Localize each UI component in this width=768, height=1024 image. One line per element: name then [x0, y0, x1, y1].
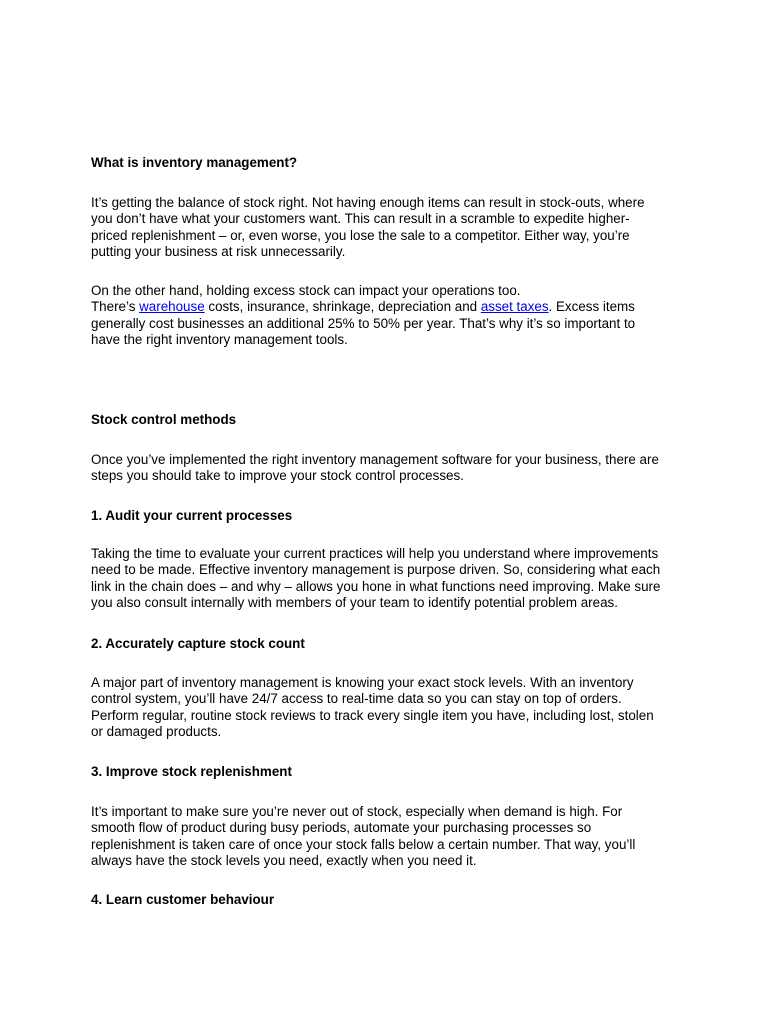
text-line: On the other hand, holding excess stock can impact your operations too.: [91, 283, 521, 298]
section-heading-stock-control-methods: Stock control methods: [91, 412, 237, 427]
paragraph-stock-count: [91, 675, 691, 741]
warehouse-link[interactable]: warehouse: [139, 299, 205, 315]
text-line: priced replenishment – or, even worse, you lose the sale to a competitor. Either way, you’re: [91, 227, 630, 243]
step-heading-audit: 1. Audit your current processes: [91, 508, 293, 523]
text-fragment: There’s: [91, 299, 140, 315]
text-line: always have the stock levels you need, exactly when you need it.: [91, 853, 477, 869]
asset-taxes-link[interactable]: asset taxes: [480, 299, 549, 315]
text-line: you don’t have what your customers want. This can result in a scramble to expedite higher-: [91, 211, 630, 227]
text-line: replenishment is taken care of once your stock falls below a certain number. That way, you’ll: [91, 836, 636, 852]
paragraph-audit: [91, 546, 691, 612]
text-line: or damaged products.: [91, 724, 222, 740]
text-fragment: costs, insurance, shrinkage, depreciation and: [204, 299, 481, 315]
text-line: have the right inventory management tools.: [91, 332, 348, 348]
text-line: link in the chain does – and why – allows you hone in what functions need improving. Make sure: [91, 578, 661, 594]
text-line: need to be made. Effective inventory management is purpose driven. So, considering what each: [91, 562, 661, 578]
text-line-with-links: [91, 299, 691, 315]
text-line: A major part of inventory management is knowing your exact stock levels. With an inventory: [91, 675, 634, 690]
paragraph-stock-control-intro: [91, 452, 691, 485]
paragraph-stock-balance: [91, 195, 691, 261]
paragraph-replenishment: [91, 804, 691, 870]
step-heading-stock-count: 2. Accurately capture stock count: [91, 636, 305, 651]
text-line: It’s important to make sure you’re never out of stock, especially when demand is high. For: [91, 804, 623, 819]
text-line: generally cost businesses an additional 25% to 50% per year. That’s why it’s so important to: [91, 315, 636, 331]
step-heading-customer-behaviour: 4. Learn customer behaviour: [91, 892, 275, 907]
text-line: steps you should take to improve your stock control processes.: [91, 468, 464, 484]
step-heading-replenishment: 3. Improve stock replenishment: [91, 764, 292, 779]
section-heading-inventory-management: What is inventory management?: [91, 155, 298, 170]
paragraph-excess-stock: [91, 283, 691, 349]
text-fragment: . Excess items: [548, 299, 635, 315]
text-line: It’s getting the balance of stock right. Not having enough items can result in stock-outs, where: [91, 195, 645, 210]
text-line: Perform regular, routine stock reviews to track every single item you have, including lost, stolen: [91, 707, 654, 723]
text-line: putting your business at risk unnecessarily.: [91, 244, 346, 260]
text-line: smooth flow of product during busy periods, automate your purchasing processes so: [91, 820, 592, 836]
text-line: control system, you’ll have 24/7 access to real-time data so you can stay on top of orders.: [91, 691, 622, 707]
text-line: Once you’ve implemented the right inventory management software for your business, there are: [91, 452, 659, 467]
text-line: Taking the time to evaluate your current practices will help you understand where improvements: [91, 546, 659, 561]
text-line: you also consult internally with members of your team to identify potential problem areas.: [91, 595, 618, 611]
